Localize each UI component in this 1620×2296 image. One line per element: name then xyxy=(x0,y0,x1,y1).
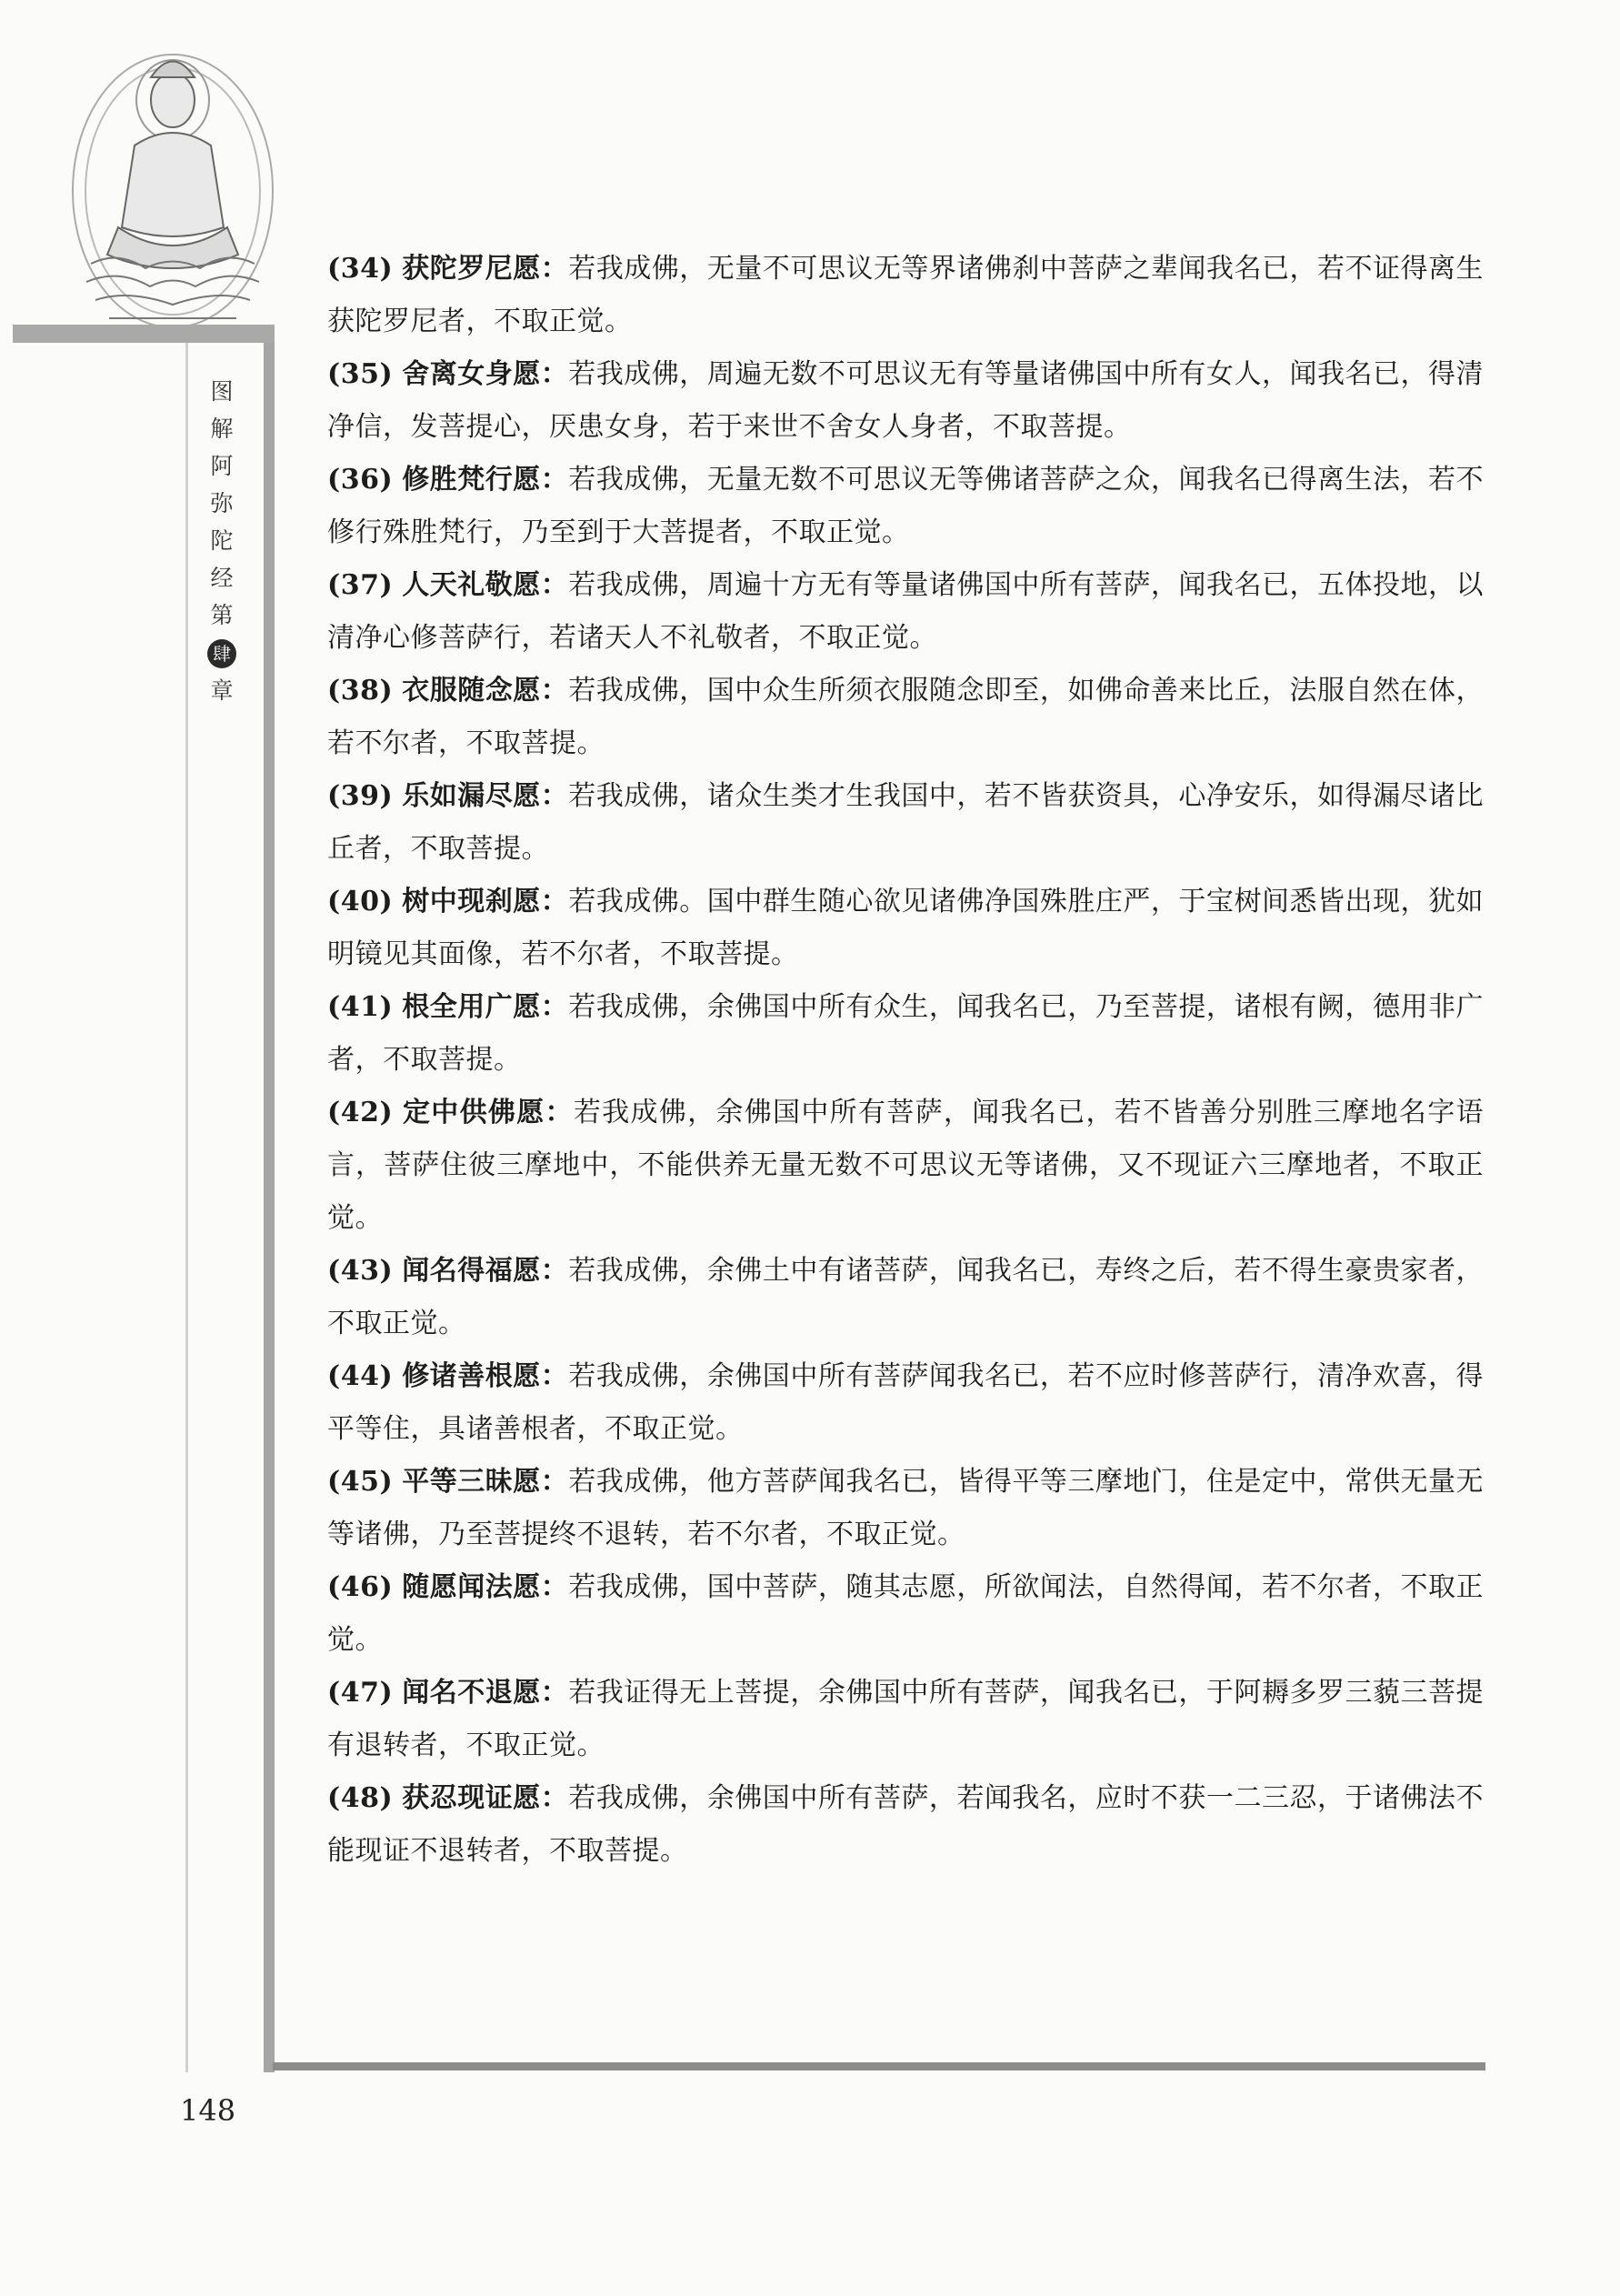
title-char: 经 xyxy=(210,565,234,591)
sidebar-inner-rule xyxy=(185,343,188,2072)
vow-name: 修胜梵行愿： xyxy=(402,464,569,496)
vow-number: (45) xyxy=(327,1466,394,1498)
vow-name: 闻名得福愿： xyxy=(402,1255,569,1287)
title-char: 陀 xyxy=(210,527,234,554)
vow-name: 定中供佛愿： xyxy=(403,1097,574,1128)
chapter-suffix: 章 xyxy=(210,677,234,704)
vow-name: 获忍现证愿： xyxy=(402,1782,569,1814)
vow-item xyxy=(327,876,1484,981)
vow-number: (38) xyxy=(327,675,394,707)
vow-number: (41) xyxy=(327,991,394,1023)
vow-text: 若我成佛，余佛国中所有菩萨，闻我名已，若不皆善分别胜三摩地名字语言，菩萨住彼三摩地中，不能供养无量无数不可思议无等诸佛，又不现证六三摩地者，不取正觉。 xyxy=(327,1097,1485,1234)
top-gray-rule xyxy=(13,325,275,343)
vow-number: (43) xyxy=(327,1255,394,1287)
vertical-book-title xyxy=(204,373,240,709)
vow-number: (46) xyxy=(327,1571,394,1603)
vow-number: (44) xyxy=(327,1360,394,1392)
vow-text: 若我证得无上菩提，余佛国中所有菩萨，闻我名已，于阿耨多罗三藐三菩提有退转者，不取正觉。 xyxy=(327,1677,1485,1761)
vow-name: 衣服随念愿： xyxy=(402,675,569,707)
vow-text: 若我成佛，无量无数不可思议无等佛诸菩萨之众，闻我名已得离生法，若不修行殊胜梵行，乃至到于大菩提者，不取正觉。 xyxy=(327,464,1485,548)
title-char: 弥 xyxy=(210,490,234,516)
vow-number: (47) xyxy=(327,1677,394,1709)
vow-item xyxy=(327,348,1484,454)
vow-item xyxy=(327,770,1484,876)
vow-number: (35) xyxy=(327,358,394,390)
vow-number: (40) xyxy=(327,886,394,917)
vow-text: 若我成佛，周遍无数不可思议无有等量诸佛国中所有女人，闻我名已，得清净信，发菩提心，厌患女身，若于来世不舍女人身者，不取菩提。 xyxy=(327,358,1485,443)
vow-item xyxy=(327,1667,1484,1772)
vow-text: 若我成佛，无量不可思议无等界诸佛刹中菩萨之辈闻我名已，若不证得离生获陀罗尼者，不取正觉。 xyxy=(327,253,1485,337)
vow-item xyxy=(327,243,1484,348)
vow-number: (37) xyxy=(327,569,394,601)
vow-name: 根全用广愿： xyxy=(402,991,569,1023)
vow-text: 若我成佛。国中群生随心欲见诸佛净国殊胜庄严，于宝树间悉皆出现，犹如明镜见其面像，若不尔者，不取菩提。 xyxy=(327,886,1485,970)
vow-text: 若我成佛，余佛国中所有众生，闻我名已，乃至菩提，诸根有阙，德用非广者，不取菩提。 xyxy=(327,991,1485,1076)
title-char: 阿 xyxy=(210,453,234,479)
vow-number: (36) xyxy=(327,464,394,496)
title-char: 解 xyxy=(210,416,234,442)
vow-text: 若我成佛，余佛国中所有菩萨，若闻我名，应时不获一二三忍，于诸佛法不能现证不退转者，不取菩提。 xyxy=(327,1782,1485,1867)
vow-item xyxy=(327,665,1484,770)
vow-item xyxy=(327,1350,1484,1456)
vow-name: 舍离女身愿： xyxy=(402,358,569,390)
vow-item xyxy=(327,1456,1484,1561)
bottom-gray-rule xyxy=(273,2062,1485,2070)
vow-item xyxy=(327,1772,1484,1878)
vow-name: 平等三昧愿： xyxy=(402,1466,569,1498)
vow-name: 树中现刹愿： xyxy=(402,886,569,917)
vow-text: 若我成佛，他方菩萨闻我名已，皆得平等三摩地门，住是定中，常供无量无等诸佛，乃至菩提终不退转，若不尔者，不取正觉。 xyxy=(327,1466,1485,1550)
vow-name: 乐如漏尽愿： xyxy=(402,780,569,812)
chapter-number-badge: 肆 xyxy=(207,639,236,668)
title-char: 图 xyxy=(210,378,234,405)
vow-number: (39) xyxy=(327,780,394,812)
chapter-prefix: 第 xyxy=(210,602,234,628)
vow-text: 若我成佛，国中众生所须衣服随念即至，如佛命善来比丘，法服自然在体，若不尔者，不取菩提。 xyxy=(327,675,1485,759)
vow-number: (42) xyxy=(327,1097,394,1128)
vow-item xyxy=(327,559,1484,665)
vow-list xyxy=(327,243,1484,1878)
vow-item xyxy=(327,454,1484,559)
vow-text: 若我成佛，诸众生类才生我国中，若不皆获资具，心净安乐，如得漏尽诸比丘者，不取菩提。 xyxy=(327,780,1485,865)
buddha-illustration xyxy=(64,36,282,336)
vow-number: (34) xyxy=(327,253,394,285)
vow-item xyxy=(327,1245,1484,1350)
vow-item xyxy=(327,1561,1484,1667)
vow-name: 获陀罗尼愿： xyxy=(402,253,569,285)
vow-number: (48) xyxy=(327,1782,394,1814)
vow-text: 若我成佛，余佛土中有诸菩萨，闻我名已，寿终之后，若不得生豪贵家者，不取正觉。 xyxy=(327,1255,1485,1339)
vow-name: 修诸善根愿： xyxy=(402,1360,569,1392)
vow-name: 闻名不退愿： xyxy=(402,1677,569,1709)
vow-item xyxy=(327,1087,1484,1245)
vow-name: 随愿闻法愿： xyxy=(402,1571,569,1603)
page-number: 148 xyxy=(180,2093,236,2128)
vow-item xyxy=(327,981,1484,1087)
vow-text: 若我成佛，余佛国中所有菩萨闻我名已，若不应时修菩萨行，清净欢喜，得平等住，具诸善根者，不取正觉。 xyxy=(327,1360,1485,1445)
vow-text: 若我成佛，周遍十方无有等量诸佛国中所有菩萨，闻我名已，五体投地，以清净心修菩萨行，若诸天人不礼敬者，不取正觉。 xyxy=(327,569,1485,654)
vow-text: 若我成佛，国中菩萨，随其志愿，所欲闻法，自然得闻，若不尔者，不取正觉。 xyxy=(327,1571,1485,1656)
vow-name: 人天礼敬愿： xyxy=(402,569,569,601)
